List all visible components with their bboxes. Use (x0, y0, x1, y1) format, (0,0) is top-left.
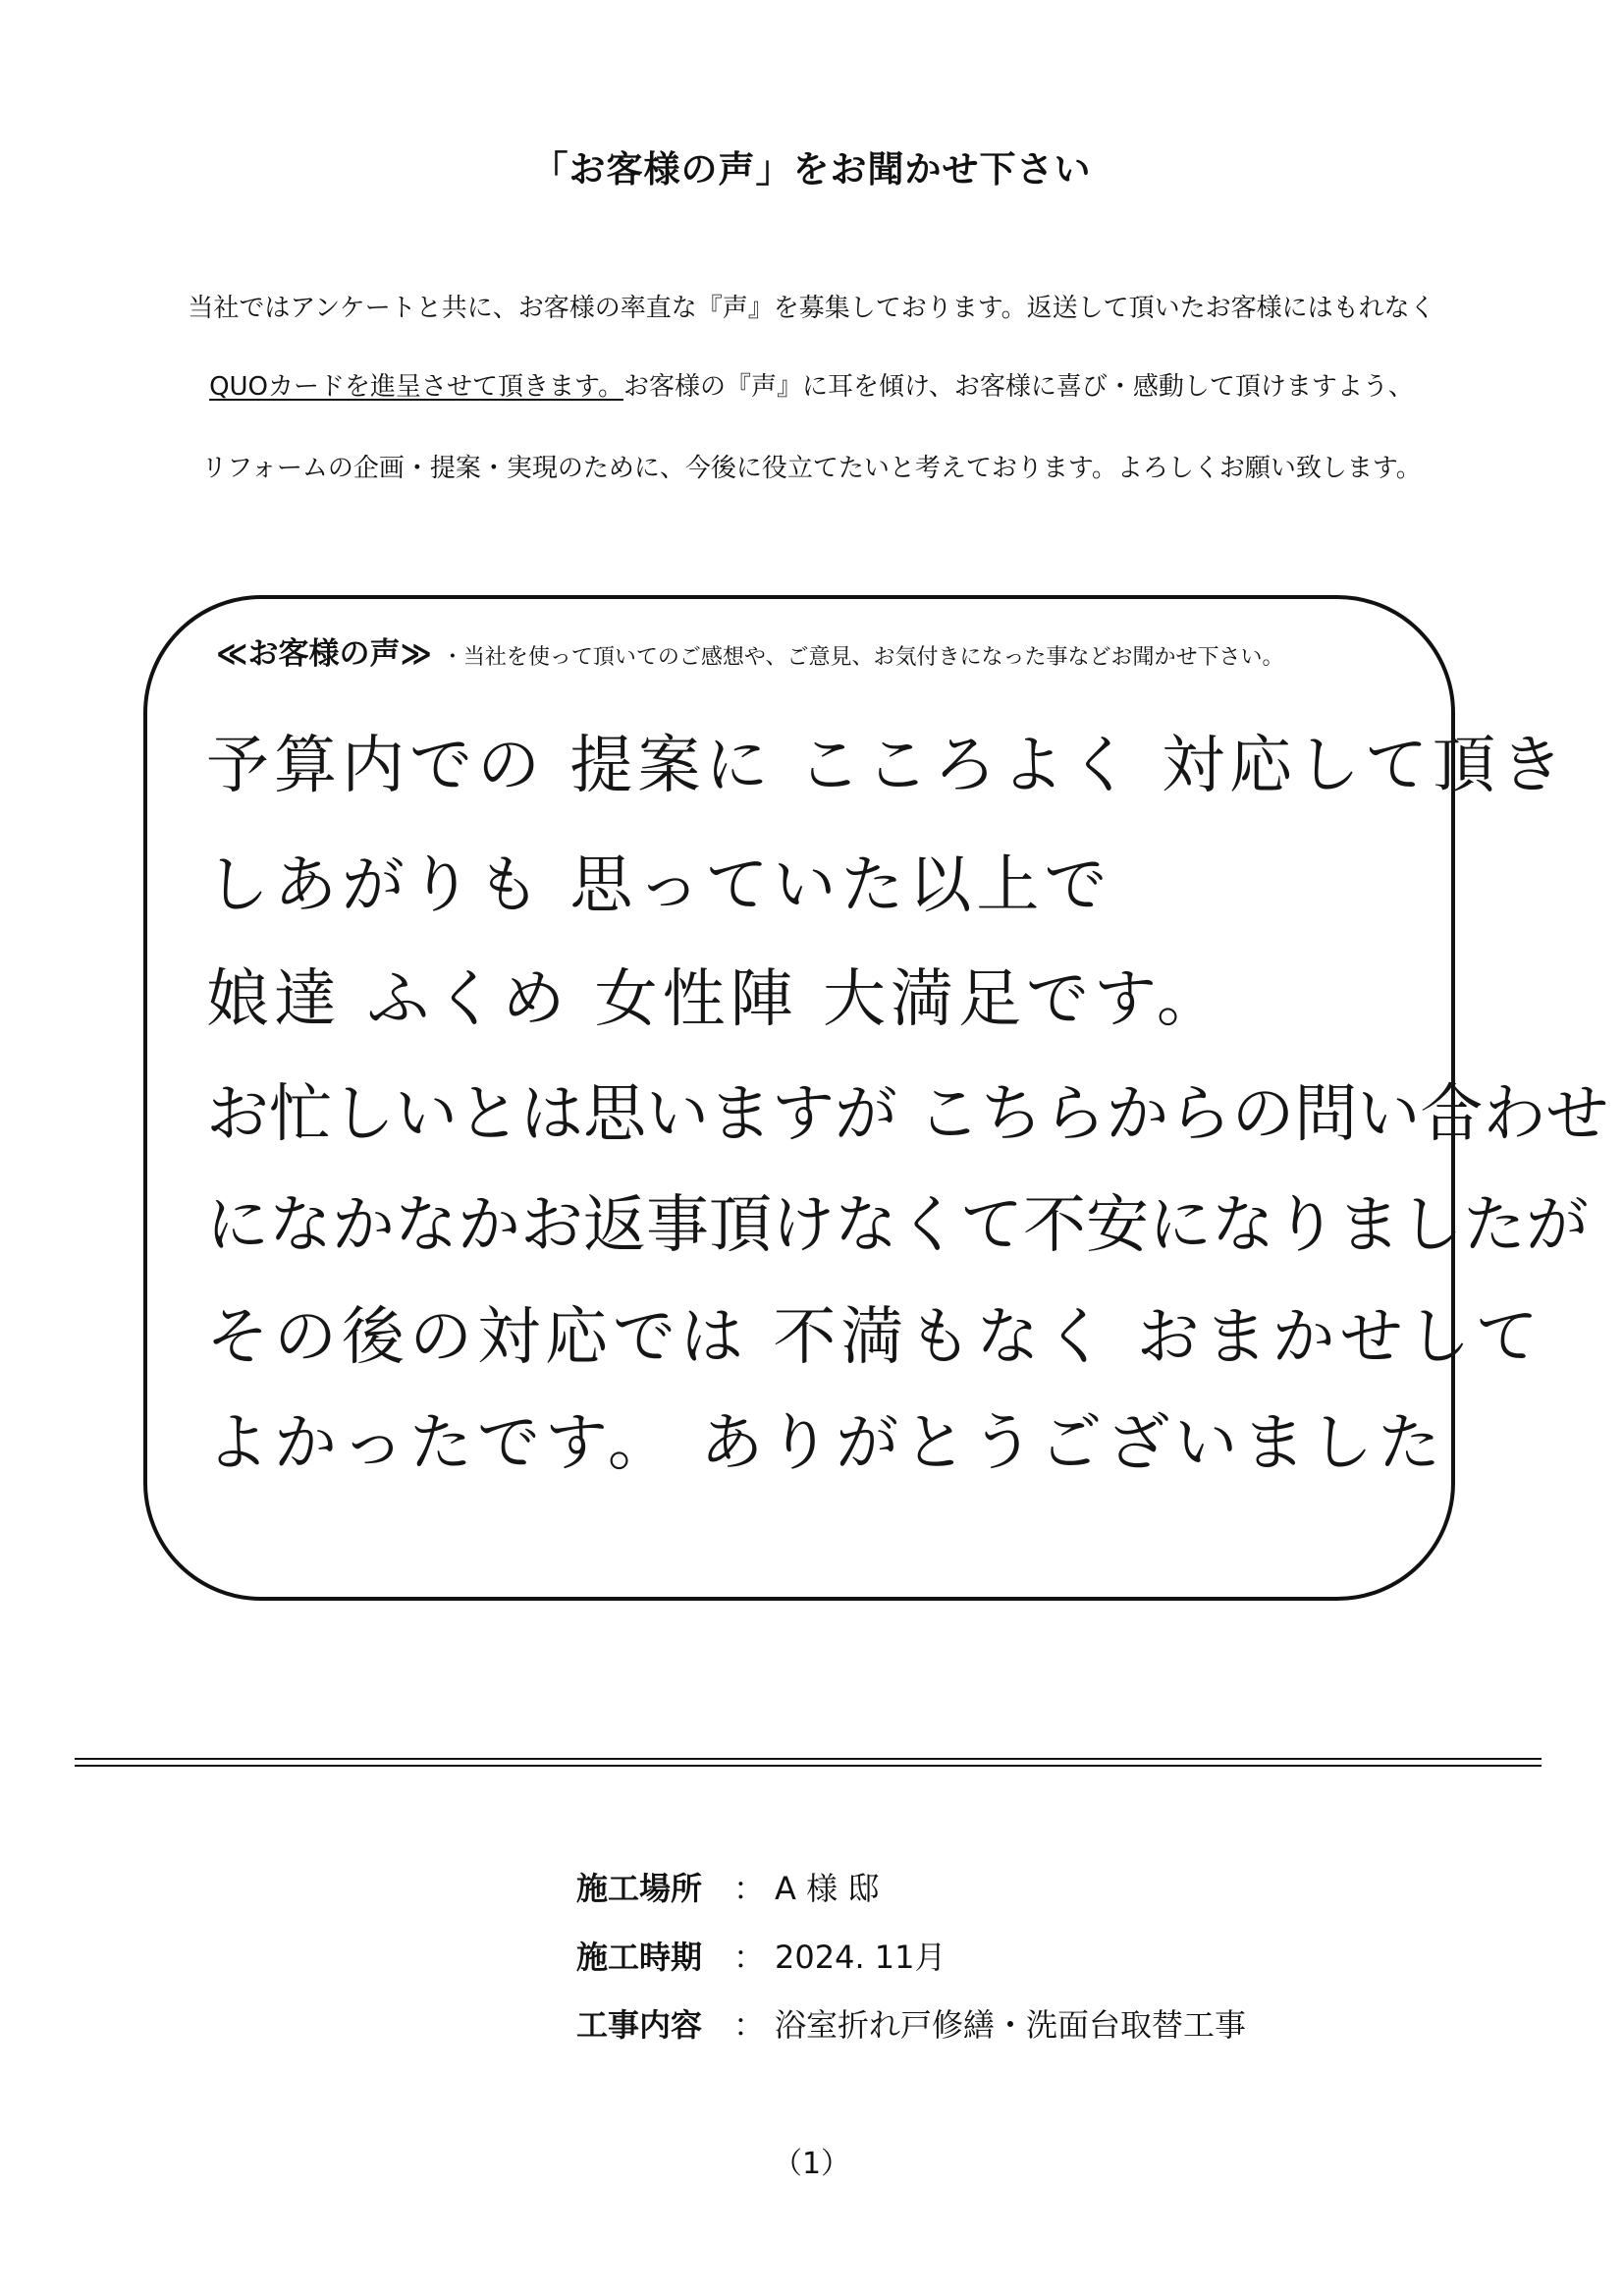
handwritten-line: になかなかお返事頂けなくて不安になりましたが (206, 1189, 1589, 1262)
voice-prompt: ・当社を使って頂いてのご感想や、ご意見、お気付きになった事などお聞かせ下さい。 (441, 645, 1284, 670)
intro-line-2-rest: お客様の『声』に耳を傾け、お客様に喜び・感動して頂けますよう、 (622, 372, 1414, 402)
handwritten-line: 予算内での 提案に こころよく 対応して頂き (206, 730, 1569, 802)
period-label: 施工時期 (576, 1939, 703, 1976)
site-row (576, 1864, 879, 1909)
quo-card-note: QUOカードを進呈させて頂きます。 (209, 372, 623, 402)
handwritten-line: その後の対応では 不満もなく おまかせして (206, 1301, 1543, 1374)
page-title: 「お客様の声」をお聞かせ下さい (531, 148, 1092, 191)
divider-top (75, 1758, 1542, 1760)
handwritten-line: よかったです。 ありがとうございました (206, 1407, 1446, 1480)
site-value: A 様 邸 (775, 1870, 880, 1907)
intro-line-2 (0, 371, 1623, 403)
separator: ： (732, 1870, 765, 1907)
intro-line-3: リフォームの企画・提案・実現のために、今後に役立てたいと考えております。よろしくお願い致します。 (201, 454, 1422, 483)
handwritten-line: しあがりも 思っていた以上で (206, 849, 1112, 922)
content-row (576, 2000, 1246, 2046)
content-label: 工事内容 (576, 2006, 703, 2044)
voice-label: ≪お客様の声≫ (216, 636, 432, 672)
handwritten-line: お忙しいとは思いますが こちらからの問い合わせ (206, 1078, 1609, 1151)
site-label: 施工場所 (576, 1870, 703, 1907)
divider-bottom (75, 1765, 1542, 1767)
separator: ： (732, 1939, 765, 1976)
page-number: （1） (772, 2147, 851, 2181)
handwritten-line: 娘達 ふくめ 女性陣 大満足です。 (206, 963, 1224, 1036)
period-row (576, 1933, 947, 1978)
voice-header (216, 629, 1283, 673)
content-value: 浴室折れ戸修繕・洗面台取替工事 (775, 2006, 1247, 2044)
intro-line-1: 当社ではアンケートと共に、お客様の率直な『声』を募集しております。返送して頂いたお客様にはもれなく (188, 294, 1435, 323)
separator: ： (732, 2006, 765, 2044)
period-value: 2024. 11月 (775, 1939, 947, 1976)
